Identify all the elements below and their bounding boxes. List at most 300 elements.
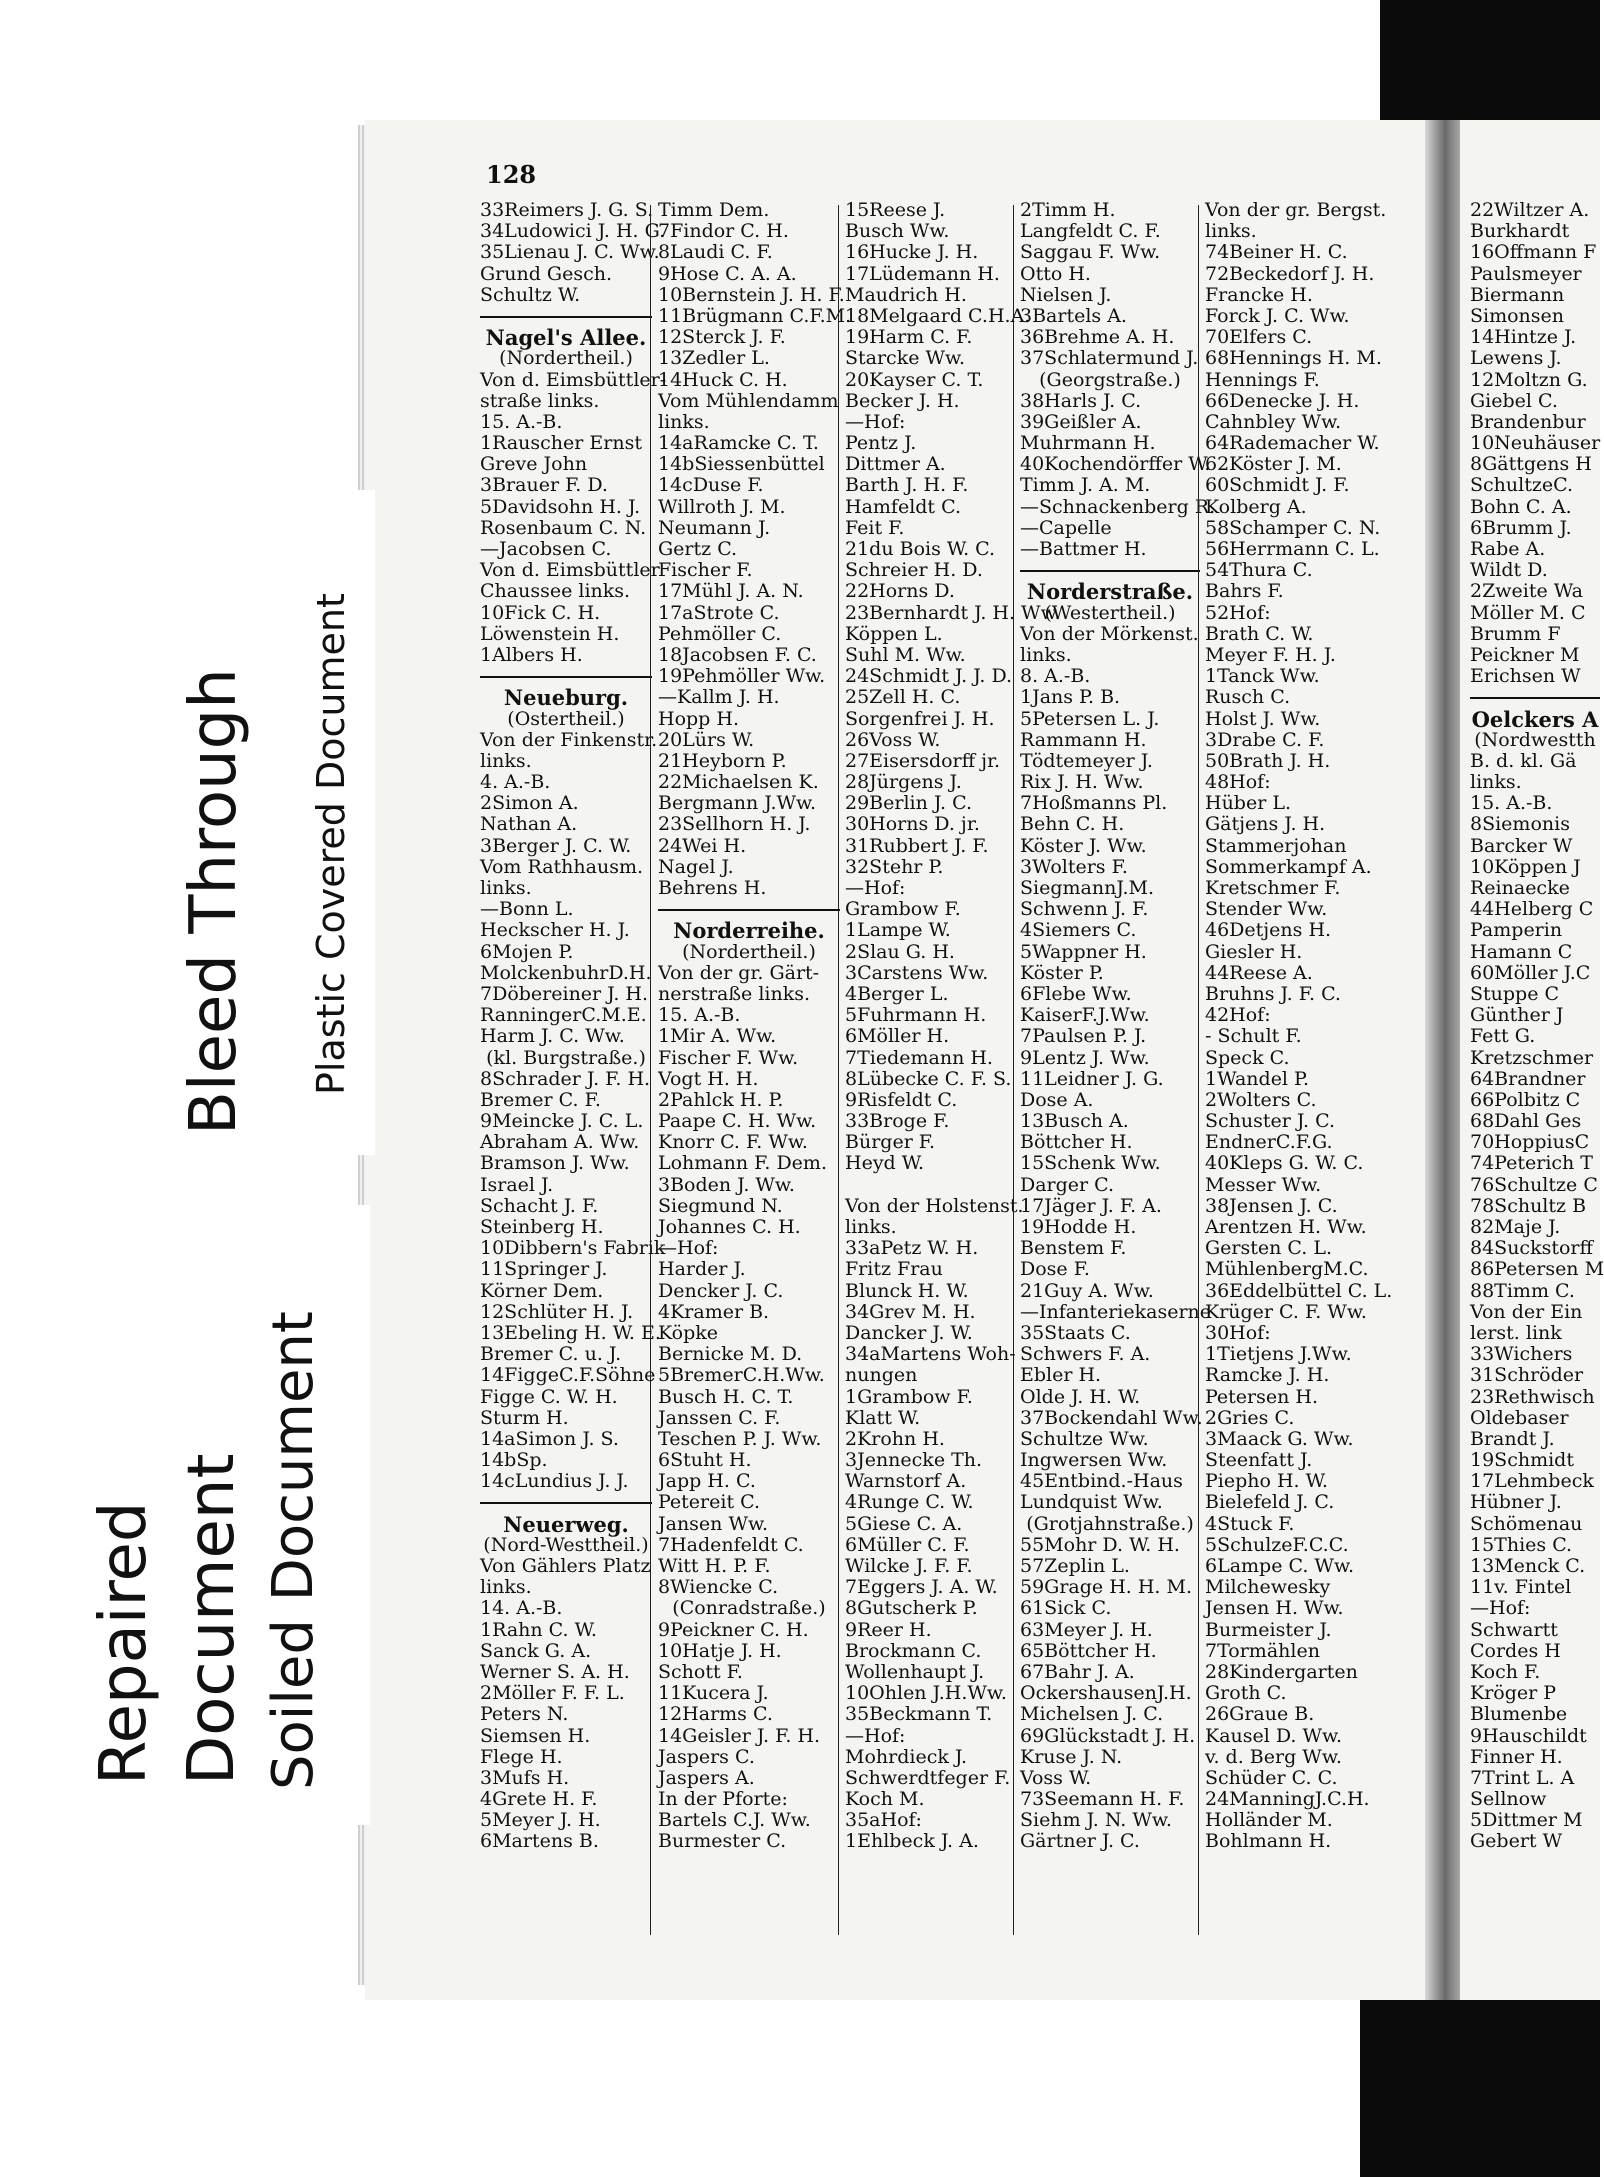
entry-line: —Capelle <box>1020 516 1112 539</box>
entry-line: Bohlmann H. <box>1205 1830 1332 1853</box>
entry-line: Timm J. A. M. <box>1020 474 1151 497</box>
entry-line: 14cLundius J. J. <box>480 1470 629 1493</box>
entry-line: 36Eddelbüttel C. L. <box>1205 1279 1393 1302</box>
entry-line: 1Tietjens J.Ww. <box>1205 1343 1352 1366</box>
entry-line: 7Paulsen P. J. <box>1020 1025 1147 1048</box>
entry-line: Klatt W. <box>845 1406 921 1429</box>
entry-line: Bremer C. u. J. <box>480 1343 622 1366</box>
bleed-through-label: Bleed Through <box>177 668 251 1135</box>
entry-line: Dose A. <box>1020 1088 1094 1111</box>
entry-line: 14aSimon J. S. <box>480 1427 619 1450</box>
column-6 <box>1470 199 1604 1853</box>
entry-line: 44Reese A. <box>1205 961 1313 984</box>
entry-line: Nagel J. <box>658 855 734 878</box>
entry-line: nerstraße links. <box>658 982 811 1005</box>
entry-line: Kröger P <box>1470 1682 1557 1705</box>
entry-line: Ingwersen Ww. <box>1020 1449 1168 1472</box>
entry-line: Von der gr. Gärt- <box>658 961 820 984</box>
entry-line: Rammann H. <box>1020 728 1147 751</box>
entry-line: links. <box>845 1216 897 1238</box>
entry-line: Groth C. <box>1205 1682 1287 1705</box>
entry-line: 6Brumm J. <box>1470 516 1572 539</box>
entry-line: Johannes C. H. <box>658 1216 801 1238</box>
entry-line: Schüder C. C. <box>1205 1766 1338 1789</box>
entry-line: 9Meincke J. C. L. <box>480 1110 644 1133</box>
entry-line: Grambow F. <box>845 898 961 921</box>
street-heading: Norderstraße. <box>1026 579 1194 605</box>
entry-line: 11Springer J. <box>480 1258 608 1281</box>
entry-line: Hamann C <box>1470 940 1573 963</box>
entry-line: 33Broge F. <box>845 1110 950 1133</box>
entry-line: 1Jans P. B. <box>1020 686 1121 709</box>
entry-line: Bahrs F. <box>1205 580 1284 603</box>
entry-line: 5Wappner H. <box>1020 940 1147 963</box>
entry-line: Wollenhaupt J. <box>845 1660 985 1683</box>
entry-line: 38Harls J. C. <box>1020 389 1142 412</box>
entry-line: Schultz W. <box>480 283 581 306</box>
entry-line: Kretschmer F. <box>1205 877 1341 899</box>
entry-line: 1Wandel P. <box>1205 1067 1310 1090</box>
entry-line: 13Menck C. <box>1470 1555 1586 1577</box>
entry-line: Brandenbur <box>1470 410 1586 433</box>
entry-line: 4Siemers C. <box>1020 919 1137 942</box>
entry-line: Bernicke M. D. <box>658 1343 803 1366</box>
entry-line: Suhl M. Ww. <box>845 643 966 666</box>
entry-line: 14. A.-B. <box>480 1597 563 1620</box>
entry-line: Körner Dem. <box>480 1279 604 1302</box>
entry-line: 22Horns D. <box>845 580 955 603</box>
entry-line: Reinaecke <box>1470 877 1570 899</box>
entry-line: Giebel C. <box>1470 389 1558 412</box>
entry-line: Pentz J. <box>845 432 917 455</box>
entry-line: Langfeldt C. F. <box>1020 220 1161 243</box>
entry-line: Gertz C. <box>658 538 738 560</box>
entry-line: 14bSp. <box>480 1449 548 1472</box>
entry-line: EndnerC.F.G. <box>1205 1131 1333 1154</box>
entry-line: Flege H. <box>480 1745 563 1768</box>
entry-line: 15Schenk Ww. <box>1020 1152 1161 1175</box>
entry-line: 26Voss W. <box>845 728 941 751</box>
entry-line: Milchewesky <box>1205 1576 1331 1599</box>
entry-line: 21du Bois W. C. <box>845 538 996 560</box>
entry-line: 30Hof: <box>1205 1321 1271 1344</box>
entry-line: 64Brandner <box>1470 1067 1586 1090</box>
entry-line: 2Gries C. <box>1205 1406 1295 1429</box>
entry-line: Schuster J. C. <box>1205 1110 1336 1133</box>
entry-line: 3Wolters F. <box>1020 855 1128 878</box>
entry-line: Von der Ein <box>1470 1300 1583 1323</box>
entry-line: 2Timm H. <box>1020 199 1116 221</box>
entry-line: 10Hatje J. H. <box>658 1639 782 1662</box>
entry-line: 22Michaelsen K. <box>658 771 819 794</box>
entry-line: 31Schröder <box>1470 1364 1584 1387</box>
entry-line: Burkhardt <box>1470 220 1570 243</box>
entry-line: 13Busch A. <box>1020 1110 1129 1133</box>
entry-line: straße links. <box>480 389 600 412</box>
entry-line: Schömenau <box>1470 1512 1583 1535</box>
entry-line: 2Pahlck H. P. <box>658 1088 784 1111</box>
entry-line: 6Möller H. <box>845 1025 950 1048</box>
entry-line: Speck C. <box>1205 1046 1290 1069</box>
entry-line: Jaspers A. <box>658 1766 755 1789</box>
entry-line: (Conradstraße.) <box>672 1597 826 1620</box>
entry-line: 6Mojen P. <box>480 940 574 963</box>
entry-line: Abraham A. Ww. <box>480 1131 640 1154</box>
entry-line: Knorr C. F. Ww. <box>658 1131 808 1154</box>
entry-line: 50Brath J. H. <box>1205 749 1331 772</box>
entry-line: Koch F. <box>1470 1660 1541 1683</box>
entry-line: 3Drabe C. F. <box>1205 728 1325 751</box>
entry-line: 24Schmidt J. J. D. <box>845 665 1013 688</box>
entry-line: Figge C. W. H. <box>480 1385 618 1408</box>
entry-line: 26Graue B. <box>1205 1703 1315 1726</box>
section-divider <box>480 1492 652 1513</box>
entry-line: 46Detjens H. <box>1205 919 1332 942</box>
entry-line: Burmeister J. <box>1205 1618 1332 1641</box>
entry-line: 1Tanck Ww. <box>1205 665 1320 688</box>
soiled-label: Soiled Document <box>261 1311 326 1790</box>
entry-line: 8Siemonis <box>1470 813 1570 836</box>
entry-line: Köster P. <box>1020 961 1104 984</box>
entry-line: In der Pforte: <box>658 1788 788 1811</box>
entry-line: 15. A.-B. <box>1470 792 1553 815</box>
entry-line: 15Reese J. <box>845 199 946 221</box>
entry-line: Bohn C. A. <box>1470 495 1572 518</box>
entry-line: 17Lüdemann H. <box>845 262 1000 285</box>
entry-line: Von Gählers Platz <box>480 1555 651 1577</box>
section-divider <box>480 306 652 327</box>
entry-line: 20Kayser C. T. <box>845 368 984 391</box>
entry-line: Von der Finkenstr. <box>480 728 658 751</box>
entry-line: Becker J. H. <box>845 389 960 412</box>
entry-line: Jensen H. Ww. <box>1205 1597 1344 1620</box>
entry-line: Kolberg A. <box>1205 495 1307 518</box>
entry-line: 6Stuht H. <box>658 1449 752 1472</box>
entry-line: Vogt H. H. <box>658 1067 759 1090</box>
entry-line: Lewens J. <box>1470 347 1562 370</box>
entry-line: MühlenbergM.C. <box>1205 1258 1369 1281</box>
entry-line: SchultzeC. <box>1470 474 1573 497</box>
entry-line: Löwenstein H. <box>480 622 620 645</box>
entry-line: 9Peickner C. H. <box>658 1618 809 1641</box>
entry-line: 82Maje J. <box>1470 1216 1561 1238</box>
entry-line: (kl. Burgstraße.) <box>486 1046 646 1069</box>
entry-line: B. d. kl. Gä <box>1470 749 1577 772</box>
entry-line: 78Schultz B <box>1470 1194 1587 1217</box>
entry-line: 34aMartens Woh- <box>845 1343 1016 1366</box>
entry-line: Holländer M. <box>1205 1809 1333 1832</box>
entry-line: 23Sellhorn H. J. <box>658 813 811 836</box>
entry-line: 11v. Fintel <box>1470 1576 1572 1599</box>
entry-line: 3Berger J. C. W. <box>480 834 632 857</box>
entry-line: Teschen P. J. Ww. <box>658 1427 822 1450</box>
entry-line: Japp H. C. <box>658 1470 756 1493</box>
entry-line: Siemsen H. <box>480 1724 591 1747</box>
entry-line: Benstem F. <box>1020 1237 1127 1260</box>
entry-line: Busch H. C. T. <box>658 1385 794 1408</box>
entry-line: Dancker J. W. <box>845 1321 973 1344</box>
entry-line: (Georgstraße.) <box>1039 368 1181 391</box>
entry-line: links. <box>480 877 532 899</box>
entry-line: Bürger F. <box>845 1131 936 1154</box>
entry-line: Krüger C. F. Ww. <box>1205 1300 1367 1323</box>
entry-line: lerst. link <box>1470 1321 1562 1344</box>
entry-line: 10Dibbern's Fabrik <box>480 1237 666 1260</box>
entry-line: 35aHof: <box>845 1809 922 1832</box>
entry-line: Schacht J. F. <box>480 1194 599 1217</box>
entry-line: 13Zedler L. <box>658 347 770 370</box>
entry-line: Von d. Eimsbüttler <box>480 559 660 582</box>
page-number: 128 <box>486 160 537 189</box>
entry-line: v. d. Berg Ww. <box>1205 1745 1342 1768</box>
entry-line: Steinberg H. <box>480 1216 604 1238</box>
entry-line: Von d. Eimsbüttler- <box>480 368 667 391</box>
entry-line: 17Lehmbeck <box>1470 1470 1594 1493</box>
entry-line: 1Grambow F. <box>845 1385 973 1408</box>
entry-line: Schreier H. D. <box>845 559 983 582</box>
entry-line: 28Kindergarten <box>1205 1660 1358 1683</box>
entry-line: 44Helberg C <box>1470 898 1594 921</box>
column-2 <box>658 199 852 1853</box>
entry-line: 65Böttcher H. <box>1020 1639 1157 1662</box>
entry-line: Voss W. <box>1020 1766 1092 1789</box>
entry-line: Holst J. Ww. <box>1205 707 1321 730</box>
entry-line: 15. A.-B. <box>480 410 563 433</box>
entry-line: Hüber L. <box>1205 792 1291 815</box>
entry-line: Günther J <box>1470 1004 1564 1027</box>
entry-line: Meyer F. H. J. <box>1205 643 1336 666</box>
entry-line: links. <box>1020 643 1072 666</box>
entry-line: 5BremerC.H.Ww. <box>658 1364 825 1387</box>
entry-line: 5Dittmer M <box>1470 1809 1583 1832</box>
entry-line: 3Jennecke Th. <box>845 1449 983 1472</box>
entry-line: 8Gättgens H <box>1470 453 1592 476</box>
entry-line: Paulsmeyer <box>1470 262 1582 285</box>
plastic-covered-label: Plastic Covered Document <box>309 593 353 1095</box>
entry-line: 7Hadenfeldt C. <box>658 1533 804 1556</box>
entry-line: 66Denecke J. H. <box>1205 389 1360 412</box>
entry-line: 3Maack G. Ww. <box>1205 1427 1354 1450</box>
entry-line: Von der gr. Bergst. <box>1205 199 1387 221</box>
entry-line: 10Fick C. H. <box>480 601 601 624</box>
entry-line: Stender Ww. <box>1205 898 1328 921</box>
entry-line: Von der Mörkenst. <box>1020 622 1199 645</box>
entry-line: 60Möller J.C <box>1470 961 1591 984</box>
entry-line: Petersen H. <box>1205 1385 1319 1408</box>
entry-line: 73Seemann H. F. <box>1020 1788 1185 1811</box>
entry-line: Forck J. C. Ww. <box>1205 304 1350 327</box>
entry-line: 32Stehr P. <box>845 855 944 878</box>
entry-line: 2Zweite Wa <box>1470 580 1583 603</box>
entry-line: 7Hoßmanns Pl. <box>1020 792 1168 815</box>
column-4 <box>1020 199 1216 1853</box>
entry-line: Wilcke J. F. F. <box>845 1555 973 1577</box>
entry-line: Darger C. <box>1020 1173 1115 1196</box>
entry-line: Petereit C. <box>658 1491 761 1514</box>
entry-line: 14Huck C. H. <box>658 368 788 391</box>
entry-line: Hopp H. <box>658 707 739 730</box>
entry-line: 40Kleps G. W. C. <box>1205 1152 1364 1175</box>
entry-line: 18Jacobsen F. C. <box>658 643 817 666</box>
entry-line: Messer Ww. <box>1205 1173 1322 1196</box>
entry-line: 35Staats C. <box>1020 1321 1131 1344</box>
entry-line: Blumenbe <box>1470 1703 1568 1726</box>
entry-line: —Hof: <box>1470 1597 1531 1620</box>
black-tape-bottom <box>1360 2000 1600 2177</box>
entry-line: Koch M. <box>845 1788 925 1811</box>
entry-line: Vom Rathhausm. <box>480 855 644 878</box>
entry-line: Sommerkampf A. <box>1205 855 1372 878</box>
entry-line: 21Heyborn P. <box>658 749 787 772</box>
entry-line: Cordes H <box>1470 1639 1561 1662</box>
entry-line: Kretzschmer <box>1470 1046 1594 1069</box>
entry-line: 14Geisler J. F. H. <box>658 1724 821 1747</box>
entry-line: —Jacobsen C. <box>480 538 612 560</box>
entry-line: Rabe A. <box>1470 538 1546 560</box>
entry-line: 52Hof: <box>1205 601 1271 624</box>
entry-line: 4Runge C. W. <box>845 1491 974 1514</box>
column-5 <box>1205 199 1393 1853</box>
entry-line: 54Thura C. <box>1205 559 1313 582</box>
entry-line: 22Wiltzer A. <box>1470 199 1590 221</box>
entry-line: links. <box>480 749 532 772</box>
entry-line: 7Tormählen <box>1205 1639 1320 1662</box>
entry-line: 2Krohn H. <box>845 1427 945 1450</box>
book-gutter <box>1425 120 1465 2000</box>
entry-line: 66Polbitz C <box>1470 1088 1581 1111</box>
entry-line: Saggau F. Ww. <box>1020 241 1161 264</box>
entry-line: Rosenbaum C. N. <box>480 516 647 539</box>
entry-line: Brath C. W. <box>1205 622 1314 645</box>
entry-line: Vom Mühlendamm <box>658 389 839 412</box>
entry-line: 18Melgaard C.H.A. <box>845 304 1031 327</box>
entry-line: Stuppe C <box>1470 982 1560 1005</box>
entry-line: 9Hose C. A. A. <box>658 262 797 285</box>
entry-line: 17Jäger J. F. A. <box>1020 1194 1162 1217</box>
entry-line: 1Lampe W. <box>845 919 951 942</box>
entry-line: Kausel D. Ww. <box>1205 1724 1343 1747</box>
entry-line: 19Harm C. F. <box>845 326 973 349</box>
entry-line: Wildt D. <box>1470 559 1548 582</box>
entry-line: 8Laudi C. F. <box>658 241 773 264</box>
entry-line: Heyd W. <box>845 1152 924 1175</box>
entry-line: 19Pehmöller Ww. <box>658 665 826 688</box>
entry-line: 28Jürgens J. <box>845 771 962 794</box>
entry-line: 9Lentz J. Ww. <box>1020 1046 1150 1069</box>
entry-line: Barcker W <box>1470 834 1573 857</box>
street-heading: Neuerweg. <box>503 1511 629 1537</box>
entry-line: Michelsen J. C. <box>1020 1703 1164 1726</box>
entry-line: 5Fuhrmann H. <box>845 1004 987 1027</box>
entry-line: Von der Holstenst. <box>845 1194 1024 1217</box>
entry-line: Kruse J. N. <box>1020 1745 1123 1768</box>
entry-line: 55Mohr D. W. H. <box>1020 1533 1180 1556</box>
entry-line: Blunck H. W. <box>845 1279 969 1302</box>
entry-line: 20Lürs W. <box>658 728 755 751</box>
entry-line: Bruhns J. F. C. <box>1205 982 1341 1005</box>
entry-line: —Schnackenberg R. <box>1020 495 1216 518</box>
entry-line: 19Hodde H. <box>1020 1216 1137 1238</box>
entry-line: Piepho H. W. <box>1205 1470 1328 1493</box>
entry-line: 27Eisersdorff jr. <box>845 749 1001 772</box>
entry-line: Grund Gesch. <box>480 262 613 285</box>
entry-line: Arentzen H. Ww. <box>1205 1216 1367 1238</box>
entry-line: 60Schmidt J. F. <box>1205 474 1350 497</box>
entry-line: 13Ebeling H. W. E. <box>480 1321 661 1344</box>
entry-line: 9Risfeldt C. <box>845 1088 958 1111</box>
entry-line: Cahnbley Ww. <box>1205 410 1342 433</box>
entry-line: Feit F. <box>845 516 905 539</box>
entry-line: 5SchulzeF.C.C. <box>1205 1533 1349 1556</box>
entry-line: Erichsen W <box>1470 665 1581 688</box>
entry-line: (Ostertheil.) <box>507 707 625 730</box>
entry-line: (Nordwestth <box>1474 728 1596 751</box>
entry-line: Biermann <box>1470 283 1565 306</box>
entry-line: 58Schamper C. N. <box>1205 516 1381 539</box>
column-separator <box>1013 205 1014 1935</box>
entry-line: 4Berger L. <box>845 982 949 1005</box>
entry-line: Stammerjohan <box>1205 834 1347 857</box>
entry-line: Janssen C. F. <box>658 1406 781 1429</box>
entry-line: Dittmer A. <box>845 453 946 476</box>
entry-line: 74Peterich T <box>1470 1152 1593 1175</box>
entry-line: Fritz Frau <box>845 1258 943 1281</box>
entry-line: Schott F. <box>658 1660 743 1683</box>
entry-line: Burmester C. <box>658 1830 787 1853</box>
entry-line: 23Bernhardt J. H. Ww. <box>845 601 1061 624</box>
entry-line: 11Leidner J. G. <box>1020 1067 1164 1090</box>
entry-line: 35Beckmann T. <box>845 1703 993 1726</box>
entry-line: (Nordertheil.) <box>499 347 633 370</box>
entry-line: —Bonn L. <box>480 898 574 921</box>
entry-line: Bramson J. Ww. <box>480 1152 630 1175</box>
entry-line: Maudrich H. <box>845 283 967 306</box>
entry-line: MolckenbuhrD.H. <box>480 961 652 984</box>
entry-line: 8Gutscherk P. <box>845 1597 978 1620</box>
entry-line: 5Davidsohn H. J. <box>480 495 641 518</box>
entry-line: 9Reer H. <box>845 1618 932 1641</box>
entry-line: Siegmund N. <box>658 1194 783 1217</box>
entry-line: Busch Ww. <box>845 220 950 243</box>
entry-line: Olde J. H. W. <box>1020 1385 1141 1408</box>
entry-line: links. <box>658 410 710 433</box>
entry-line: —Hof: <box>845 410 906 433</box>
entry-line: 5Giese C. A. <box>845 1512 963 1535</box>
entry-line: 8Schrader J. F. H. <box>480 1067 651 1090</box>
entry-line: 86Petersen M <box>1470 1258 1604 1281</box>
entry-line: 7Döbereiner J. H. <box>480 982 649 1005</box>
entry-line: 39Geißler A. <box>1020 410 1142 433</box>
entry-line: 7Eggers J. A. W. <box>845 1576 998 1599</box>
entry-line: Chaussee links. <box>480 580 631 603</box>
entry-line: Tödtemeyer J. <box>1020 749 1153 772</box>
entry-line: 63Meyer J. H. <box>1020 1618 1153 1641</box>
entry-line: Greve John <box>480 453 588 476</box>
column-separator <box>650 205 651 1935</box>
entry-line: Ramcke J. H. <box>1205 1364 1330 1387</box>
column-separator <box>1198 205 1199 1935</box>
entry-line: Ebler H. <box>1020 1364 1102 1387</box>
entry-line: Sorgenfrei J. H. <box>845 707 995 730</box>
entry-line: Bielefeld J. C. <box>1205 1491 1335 1514</box>
black-tape-top <box>1380 0 1600 125</box>
entry-line: 12Moltzn G. <box>1470 368 1588 391</box>
entry-line: Sanck G. A. <box>480 1639 592 1662</box>
entry-line: 25Zell H. C. <box>845 686 961 709</box>
entry-line: 7Findor C. H. <box>658 220 789 243</box>
street-heading: Neueburg. <box>503 685 629 711</box>
street-heading: Norderreihe. <box>673 918 825 944</box>
